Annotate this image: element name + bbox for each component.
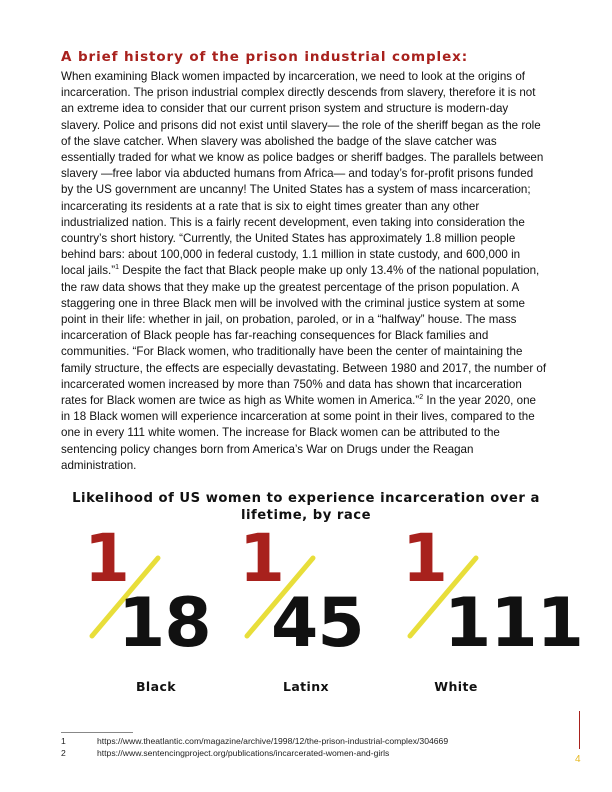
footnote-1 (61, 735, 448, 747)
stat-denominator: 111 (444, 584, 583, 663)
body-text-part-2: Despite the fact that Black people make up only 13.4% of the national population, the raw data shows that they make up the greatest percentage of the prison population. A staggering one in three Black men will be involved with the criminal justice system at some point in their life: whether in jail, on probation, paroled, or in a “halfway” house. The mass incarceration of Black people has far-reaching consequences for Black families and communities. “For Black women, who traditionally have been the center of maintaining the family structure, the effects are especially devastating. Between 1980 and 2017, the number of incarcerated women increased by more than 750% and data has shown that incarceration rates for Black women are twice as high as White women in America.” (61, 264, 547, 408)
footnotes (61, 735, 448, 759)
stat-white (398, 520, 583, 710)
stat-denominator: 18 (118, 584, 211, 663)
chart-title: Likelihood of US women to experience incarceration over a lifetime, by race (72, 491, 540, 523)
stat-numerator: 1 (84, 520, 130, 597)
stat-numerator: 1 (402, 520, 448, 597)
footnote-ref-2: 2 (419, 394, 424, 402)
body-text-part-3: In the year 2020, one in 18 Black women will experience incarceration at some point in their lives, compared to the one in every 111 white women. The increase for Black women can be attributed to the sentencing policy changes born from America’s War on Drugs under the Reagan administration. (61, 394, 536, 472)
section-heading: A brief history of the prison industrial complex: (61, 49, 469, 65)
footnote-2 (61, 747, 448, 759)
body-paragraph (61, 69, 547, 474)
footnote-divider (61, 732, 133, 733)
body-text-part-1: When examining Black women impacted by incarceration, we need to look at the origins of incarceration. The prison industrial complex directly descends from slavery, therefore it is not an extreme idea to consider that our current prison system and structure is modern-day slavery. Police and prisons did not exist until slavery— the role of the sheriff began as the role of the slave catcher. When slavery was abolished the badge of the slave catcher was essentially traded for what we know as police badges or sheriff badges. The parallels between slavery —free labor via abducted humans from Africa— and today’s for-profit prisons funded by the US government are uncanny! The United States has a system of mass incarceration; incarcerating its residents at a rate that is six to eight times greater than any other industrialized nation. This is a fairly recent development, even taking into consideration the country’s short history. “Currently, the United States has approximately 1.8 million people behind bars: about 100,000 in federal custody, 1.1 million in state custody, and 600,000 in local jails.” (61, 70, 544, 278)
page-number: 4 (575, 754, 581, 765)
footnote-ref-1: 1 (115, 264, 120, 272)
footnote-number: 2 (61, 748, 66, 758)
stat-label: Latinx (282, 679, 330, 694)
footnote-number: 1 (61, 736, 66, 746)
stat-numerator: 1 (239, 520, 285, 597)
stat-denominator: 45 (271, 584, 364, 663)
stat-label: Black (136, 679, 176, 694)
stat-label: White (434, 679, 478, 694)
stat-black (80, 520, 250, 710)
stat-latinx (235, 520, 405, 710)
page-number-rule (579, 711, 580, 749)
footnote-link[interactable]: https://www.theatlantic.com/magazine/archive/1998/12/the-prison-industrial-complex/304669 (97, 736, 449, 746)
footnote-link[interactable]: https://www.sentencingproject.org/publications/incarcerated-women-and-girls (97, 748, 390, 758)
